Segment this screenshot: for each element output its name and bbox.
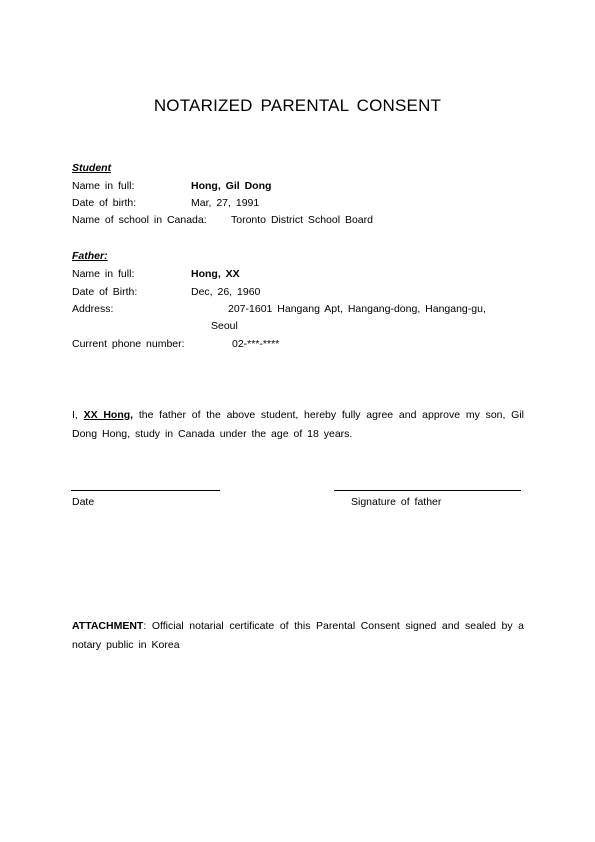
- student-school-label: Name of school in Canada:: [72, 214, 207, 226]
- student-dob-value: Mar, 27, 1991: [191, 197, 260, 209]
- father-signature-line: [334, 490, 521, 491]
- father-address-label: Address:: [72, 303, 114, 315]
- father-heading: Father:: [72, 250, 108, 262]
- student-heading: Student: [72, 162, 112, 174]
- student-name-value: Hong, Gil Dong: [191, 180, 272, 192]
- signature-of-father-label: Signature of father: [351, 496, 442, 508]
- document-title: NOTARIZED PARENTAL CONSENT: [153, 96, 442, 115]
- father-name-label: Name in full:: [72, 268, 135, 280]
- date-signature-line: [71, 490, 220, 491]
- father-dob-label: Date of Birth:: [72, 286, 138, 298]
- father-dob-value: Dec, 26, 1960: [191, 286, 261, 298]
- father-address-line1: 207-1601 Hangang Apt, Hangang-dong, Hangang-gu,: [228, 303, 486, 315]
- student-name-label: Name in full:: [72, 180, 135, 192]
- father-phone-value: 02-***-****: [232, 338, 280, 350]
- father-address-line2: Seoul: [211, 320, 238, 332]
- consent-body: the father of the above student, hereby fully agree and approve my son, Gil Dong Hong, study in Canada under the age of 18 years.: [72, 409, 524, 440]
- father-name-value: Hong, XX: [191, 268, 240, 280]
- attachment-paragraph: [72, 617, 524, 655]
- attachment-label: ATTACHMENT: [72, 620, 144, 632]
- consent-paragraph: [72, 406, 524, 444]
- attachment-text: : Official notarial certificate of this Parental Consent signed and sealed by a notary public in Korea: [72, 620, 524, 651]
- student-school-value: Toronto District School Board: [231, 214, 373, 226]
- student-dob-label: Date of birth:: [72, 197, 137, 209]
- date-label: Date: [72, 496, 95, 508]
- consent-prefix: I,: [72, 409, 84, 421]
- father-phone-label: Current phone number:: [72, 338, 185, 350]
- consent-father-name: XX Hong,: [83, 409, 134, 421]
